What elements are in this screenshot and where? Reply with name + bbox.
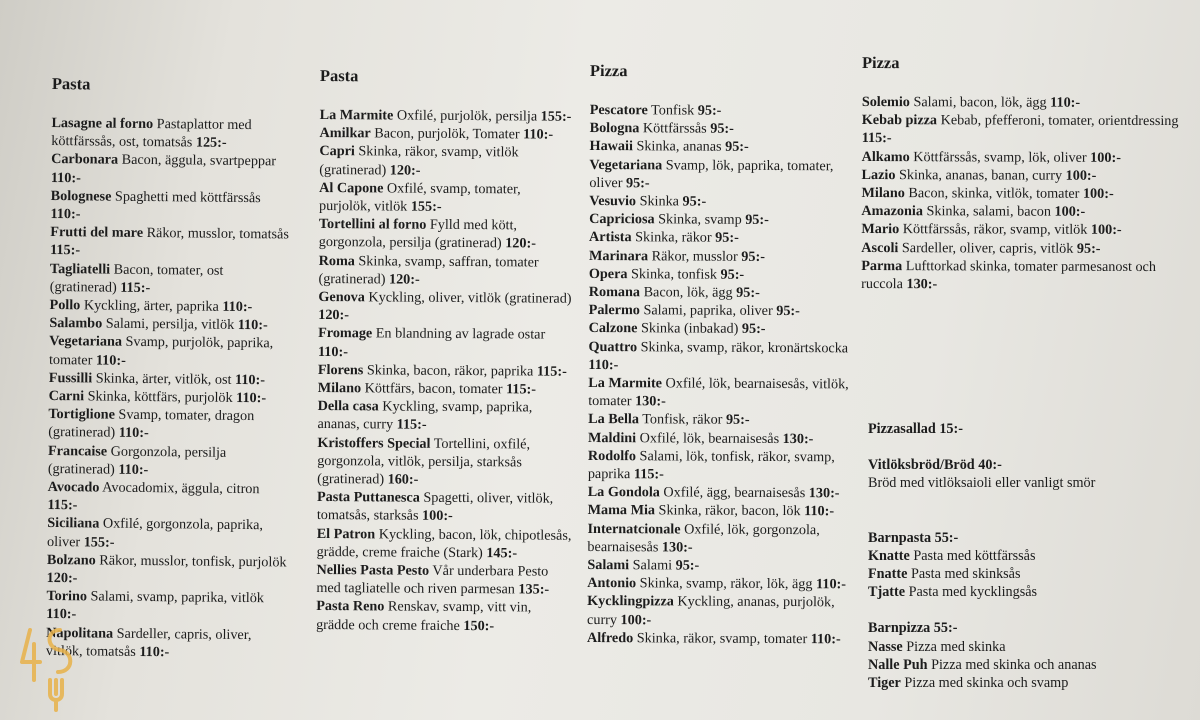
menu-item-description: Köttfärssås, räkor, svamp, vitlök: [899, 221, 1091, 239]
menu-item-name: Avocado: [47, 479, 100, 496]
menu-item-price: 130:-: [635, 393, 666, 410]
menu-item-name: Roma: [318, 252, 355, 269]
menu-item-description: Avocadomix, äggula, citron: [99, 479, 260, 498]
menu-item-price: 120:-: [388, 271, 420, 288]
menu-item-name: Hawaii: [589, 138, 633, 155]
menu-item-description: Skinka, ärter, vitlök, ost: [92, 370, 236, 388]
menu-item-price: 115:-: [120, 279, 151, 296]
menu-item: [47, 551, 287, 590]
menu-item: [587, 629, 852, 649]
menu-item-name: Vegetariana: [589, 156, 663, 173]
menu-item: [861, 220, 1181, 239]
menu-item-description: Kyckling, svamp, paprika, ananas, curry: [317, 398, 533, 433]
menu-item: [588, 410, 853, 430]
menu-item-price: 95:-: [715, 230, 739, 247]
menu-item-description: Oxfilé, ägg, bearnaisesås: [659, 484, 809, 502]
menu-item-description: Renskav, svamp, vitt vin, grädde och creme fraiche: [316, 598, 532, 634]
menu-item-description: Salami, bacon, lök, ägg: [909, 94, 1051, 111]
barnpasta-item: [868, 583, 1188, 601]
menu-item-price: 100:-: [1090, 149, 1121, 166]
menu-item: [588, 447, 853, 485]
menu-item-price: 95:-: [725, 412, 750, 429]
menu-item: [317, 525, 572, 563]
menu-item-name: Ascoli: [861, 239, 899, 256]
pizzasallad-line: Pizzasallad 15:-: [868, 421, 963, 437]
menu-item-name: Florens: [317, 361, 364, 379]
section-title-pizza: Pizza: [589, 61, 628, 81]
menu-item: [317, 397, 572, 435]
menu-item-price: 95:-: [736, 284, 760, 301]
menu-item-name: Frutti del mare: [50, 224, 144, 242]
menu-item: [587, 592, 852, 630]
menu-item-name: Genova: [318, 289, 365, 306]
barnpasta-heading: Barnpasta 55:-: [868, 529, 959, 546]
menu-item: [589, 210, 854, 230]
menu-item-price: 155:-: [410, 198, 442, 215]
menu-item-price: 155:-: [83, 534, 115, 551]
menu-item: [317, 434, 572, 490]
menu-item: [862, 148, 1182, 167]
menu-item-price: 95:-: [675, 557, 700, 574]
menu-item-price: 125:-: [195, 134, 227, 152]
menu-item-price: 110:-: [50, 206, 81, 223]
menu-item: [590, 137, 855, 157]
menu-item-description: Köttfärs, bacon, tomater: [361, 380, 507, 398]
menu-item-description: En blandning av lagrade ostar: [372, 325, 546, 344]
menu-item: [589, 247, 854, 267]
menu-item-price: 110:-: [523, 126, 554, 143]
menu-item-price: 115:-: [47, 497, 78, 514]
menu-item-name: Torino: [46, 588, 88, 605]
menu-item-price: 120:-: [505, 235, 537, 252]
menu-item-price: 115:-: [536, 363, 567, 380]
menu-item-name: Marinara: [588, 247, 649, 264]
menu-item-description: Bacon, purjolök, Tomater: [370, 125, 524, 143]
menu-item: [589, 265, 854, 285]
menu-item: [46, 587, 286, 626]
menu-item-description: Bacon, skinka, vitlök, tomater: [904, 185, 1084, 202]
menu-item-name: La Marmite: [588, 375, 663, 392]
menu-item: [319, 215, 574, 253]
menu-item-price: 95:-: [720, 266, 745, 283]
menu-item-description: Salami, svamp, paprika, vitlök: [86, 588, 265, 607]
barnpizza-item: [868, 674, 1188, 692]
menu-item-description: Svamp, lök, paprika, tomater, oliver: [589, 156, 834, 192]
menu-item-name: La Marmite: [319, 106, 394, 124]
menu-item-description: Köttfärssås: [639, 120, 711, 137]
menu-item-description: Kyckling, ärter, paprika: [80, 297, 223, 315]
menu-item-name: Kristoffers Special: [317, 434, 431, 452]
menu-items-list: [316, 106, 575, 636]
menu-item-price: 95:-: [682, 193, 707, 210]
menu-item-price: 110:-: [234, 371, 266, 389]
menu-item-description: Tortellini, oxfilé, gorgonzola, vitlök, persilja, starksås (gratinerad): [317, 435, 531, 488]
menu-item-price: 100:-: [1065, 167, 1097, 184]
menu-item-name: Opera: [588, 265, 628, 283]
menu-item: [318, 324, 573, 362]
menu-item-description: Oxfilé, lök, bearnaisesås, vitlök, tomater: [588, 375, 849, 410]
menu-item-price: 135:-: [518, 581, 550, 598]
kids-item-name: Tjatte: [868, 584, 906, 601]
menu-item-description: Salami, paprika, oliver: [639, 302, 777, 320]
menu-item-price: 115:-: [633, 466, 664, 483]
menu-item-description: Kyckling, bacon, lök, chipotlesås, grädde, creme fraiche (Stark): [316, 526, 572, 562]
menu-item-description: Bacon, lök, ägg: [639, 284, 737, 301]
section-title-pizza: Pizza: [861, 53, 900, 73]
menu-item-price: 110:-: [118, 461, 149, 478]
menu-item: [316, 597, 571, 635]
menu-item-description: Salami, persilja, vitlök: [102, 315, 238, 334]
menu-item-name: Carbonara: [51, 151, 119, 169]
menu-item-name: Calzone: [588, 320, 638, 337]
menu-item: [48, 442, 288, 481]
menu-item-name: Nellies Pasta Pesto: [316, 562, 430, 579]
kids-item-name: Knatte: [868, 547, 910, 564]
menu-item-price: 95:-: [776, 303, 800, 320]
menu-item-price: 120:-: [318, 307, 350, 324]
menu-item-name: Artista: [589, 229, 632, 246]
menu-item: [318, 252, 573, 290]
menu-item-price: 150:-: [463, 617, 495, 634]
menu-item: [316, 561, 571, 599]
menu-item-description: Skinka, räkor, bacon, lök: [654, 502, 805, 520]
menu-item-description: Skinka: [636, 193, 683, 210]
menu-item-description: Skinka, svamp, räkor, kronärtskocka: [637, 338, 849, 356]
menu-item-description: Skinka (inbakad): [637, 320, 742, 338]
menu-item: [318, 379, 573, 399]
menu-item-price: 95:-: [697, 102, 722, 119]
menu-item-description: Kyckling, ananas, purjolök, curry: [587, 593, 835, 628]
menu-item: [861, 202, 1181, 221]
menu-item-description: Räkor, musslor, tomatsås: [142, 225, 289, 243]
menu-item-description: Salami: [629, 557, 676, 574]
menu-item-name: Vegetariana: [49, 333, 123, 351]
menu-item: [589, 319, 854, 339]
menu-item-description: Lufttorkad skinka, tomater parmesanost och ruccola: [861, 257, 1157, 293]
menu-item-price: 110:-: [222, 298, 253, 316]
menu-item-description: Oxfilé, svamp, tomater, purjolök, vitlök: [318, 180, 521, 215]
menu-items-list: [587, 101, 855, 648]
menu-item-price: 95:-: [741, 248, 766, 265]
menu-item: [587, 520, 852, 558]
menu-item: [589, 192, 854, 212]
menu-item: [588, 501, 853, 521]
kids-item-name: Nasse: [868, 638, 903, 655]
menu-item: [319, 179, 574, 217]
menu-item-name: Siciliana: [47, 515, 100, 532]
barnpizza-item: [868, 656, 1188, 674]
menu-item: [588, 338, 853, 376]
menu-column-pizza-1: [587, 61, 855, 648]
menu-column-pizza-2: [861, 53, 1182, 294]
menu-item: [51, 150, 291, 189]
menu-item: [590, 101, 855, 121]
menu-item-name: Della casa: [317, 398, 379, 415]
vitloksbrod-heading: Vitlöksbröd/Bröd 40:-: [868, 457, 1002, 474]
menu-item-name: Pescatore: [589, 101, 648, 119]
menu-item-description: Oxfilé, gorgonzola, paprika, oliver: [47, 515, 264, 551]
menu-item-description: Köttfärssås, svamp, lök, oliver: [909, 148, 1091, 166]
menu-item: [47, 478, 287, 517]
menu-item-name: Mama Mia: [587, 502, 656, 519]
menu-item-price: 100:-: [422, 508, 453, 525]
menu-item-price: 95:-: [625, 175, 650, 192]
menu-item-name: Fussilli: [48, 369, 93, 387]
menu-item-price: 120:-: [389, 162, 421, 179]
menu-item-price: 115:-: [396, 416, 427, 434]
menu-item-name: Amazonia: [861, 203, 923, 220]
menu-item-description: Skinka, svamp, saffran, tomater (gratinerad): [318, 252, 539, 288]
menu-item-name: Parma: [861, 257, 903, 274]
menu-item: [861, 239, 1181, 258]
menu-item: [861, 257, 1181, 295]
menu-item-price: 145:-: [486, 545, 518, 562]
menu-item: [320, 106, 575, 126]
menu-item-price: 110:-: [317, 343, 349, 360]
fork-knife-logo-icon: [16, 622, 86, 712]
barnpizza-item: [868, 638, 1188, 656]
kids-item-name: Nalle Puh: [868, 656, 928, 673]
menu-item-description: Gorgonzola, persilja (gratinerad): [47, 443, 227, 478]
menu-item-name: Tortiglione: [48, 406, 116, 423]
menu-item-name: Bologna: [589, 120, 640, 137]
barnpasta-item: [868, 565, 1188, 583]
extras-block: [868, 420, 1188, 692]
menu-item-price: 100:-: [1090, 222, 1122, 239]
menu-item-name: Salami: [587, 557, 630, 574]
menu-item-description: Skinka, bacon, räkor, paprika: [363, 362, 537, 380]
menu-item-name: Alfredo: [586, 629, 634, 647]
menu-item-name: Pasta Reno: [316, 598, 385, 615]
menu-item: [317, 488, 572, 526]
menu-item-price: 110:-: [804, 503, 835, 520]
menu-item-name: Tortellini al forno: [318, 216, 427, 233]
menu-item-name: Carni: [48, 388, 85, 405]
menu-column-pasta-1: [46, 74, 292, 663]
menu-item: [319, 124, 574, 144]
vitloksbrod-description: Bröd med vitlöksaioli eller vanligt smör: [868, 475, 1096, 492]
menu-item-description: Oxfilé, purjolök, persilja: [393, 107, 541, 125]
menu-item: [588, 483, 853, 503]
menu-item-name: La Bella: [588, 411, 640, 428]
menu-item-price: 110:-: [139, 643, 170, 661]
kids-item-description: Pizza med skinka och svamp: [900, 675, 1069, 692]
menu-item-description: Sardeller, oliver, capris, vitlök: [898, 239, 1077, 257]
menu-item-price: 110:-: [95, 352, 126, 369]
menu-item-price: 115:-: [50, 242, 81, 259]
menu-item-name: Capri: [319, 143, 355, 160]
menu-item-description: Skinka, tonfisk: [627, 266, 721, 283]
kids-item-description: Pizza med skinka och ananas: [927, 656, 1097, 673]
menu-item-description: Vår underbara Pesto med tagliatelle och riven parmesan: [316, 562, 549, 598]
menu-item-price: 130:-: [661, 539, 693, 556]
menu-item: [862, 166, 1182, 185]
menu-item-price: 110:-: [816, 576, 847, 593]
menu-item-price: 130:-: [808, 485, 840, 502]
menu-item-description: Tonfisk: [647, 102, 698, 119]
menu-item-name: La Gondola: [587, 484, 660, 501]
menu-item: [587, 556, 852, 576]
menu-item-price: 160:-: [387, 471, 419, 488]
menu-item-name: Bolognese: [50, 187, 112, 205]
menu-item: [589, 228, 854, 248]
menu-item-description: Skinka, salami, bacon: [922, 203, 1055, 220]
menu-item-description: Skinka, räkor, svamp, tomater: [633, 630, 811, 648]
menu-item-name: Maldini: [587, 429, 637, 446]
menu-item-description: Salami, lök, tonfisk, räkor, svamp, paprika: [587, 448, 835, 483]
menu-item-description: Svamp, purjolök, paprika, tomater: [48, 334, 274, 369]
menu-item: [50, 223, 290, 262]
menu-item-description: Bacon, äggula, svartpeppar: [118, 152, 277, 170]
menu-item: [50, 260, 290, 299]
menu-item-name: Fromage: [318, 325, 373, 342]
menu-item-name: Vesuvio: [589, 193, 637, 210]
menu-item-name: Lazio: [861, 166, 896, 183]
menu-item: [319, 142, 574, 180]
kids-item-description: Pizza med skinka: [902, 638, 1006, 655]
menu-item-name: Rodolfo: [587, 447, 637, 465]
menu-item-name: Lasagne al forno: [51, 114, 154, 133]
menu-item-description: Skinka, ananas, banan, curry: [895, 166, 1066, 184]
menu-item-name: Napolitana: [46, 624, 114, 642]
menu-item-price: 110:-: [50, 169, 81, 186]
menu-item-name: Solemio: [861, 93, 910, 111]
menu-item-price: 95:-: [741, 321, 766, 338]
barnpizza-heading: Barnpizza 55:-: [868, 620, 958, 637]
menu-item-description: Oxfilé, lök, bearnaisesås: [636, 429, 783, 447]
menu-item-price: 110:-: [46, 606, 77, 623]
menu-item-name: Pasta Puttanesca: [316, 489, 420, 506]
menu-item-name: Milano: [861, 185, 905, 202]
menu-item: [590, 119, 855, 139]
menu-item-description: Fylld med kött, gorgonzola, persilja (gratinerad): [318, 216, 518, 252]
menu-item: [589, 156, 854, 194]
menu-item: [588, 374, 853, 412]
menu-item-name: Internatcionale: [587, 520, 681, 538]
menu-item-description: Räkor, musslor, tonfisk, purjolök: [95, 552, 287, 571]
menu-item: [318, 288, 573, 326]
kids-item-name: Tiger: [868, 675, 901, 692]
menu-item-name: El Patron: [316, 525, 376, 543]
menu-item-description: Skinka, svamp: [654, 211, 746, 229]
section-title-pasta: Pasta: [319, 66, 359, 86]
menu-item-description: Oxfilé, lök, gorgonzola, bearnaisesås: [587, 521, 820, 556]
menu-item-price: 100:-: [620, 611, 652, 629]
menu-item-description: Skinka, köttfärs, purjolök: [84, 388, 237, 406]
menu-item-price: 110:-: [118, 425, 149, 442]
kids-item-name: Fnatte: [868, 566, 908, 583]
menu-item: [862, 93, 1182, 112]
menu-item: [861, 184, 1181, 203]
menu-item-description: Tonfisk, räkor: [638, 411, 727, 429]
menu-item-price: 130:-: [782, 430, 814, 447]
menu-item-price: 95:-: [710, 120, 734, 137]
menu-item: [48, 405, 288, 444]
menu-item: [49, 332, 289, 371]
menu-item: [318, 361, 573, 381]
menu-item-description: Pastaplattor med köttfärssås, ost, tomatsås: [51, 116, 252, 151]
menu-item-name: Pollo: [49, 297, 81, 314]
menu-item: [47, 514, 287, 553]
watermark-logo-graphic: [16, 622, 86, 712]
menu-item-name: Antonio: [587, 575, 637, 592]
menu-item: [50, 187, 290, 226]
menu-item-description: Skinka, svamp, räkor, lök, ägg: [636, 575, 817, 593]
menu-item-description: Spagetti, oliver, vitlök, tomatsås, starksås: [316, 489, 554, 525]
menu-item-name: Milano: [317, 380, 362, 397]
kids-item-description: Pasta med köttfärssås: [909, 547, 1036, 564]
menu-item-name: Bolzano: [46, 551, 96, 569]
menu-item-price: 100:-: [1082, 185, 1114, 202]
menu-item-description: Skinka, räkor: [631, 229, 716, 247]
menu-item-description: Skinka, ananas: [632, 138, 726, 156]
menu-item: [588, 429, 853, 449]
kids-item-description: Pasta med kycklingsås: [905, 584, 1038, 601]
menu-item-name: Amilkar: [319, 125, 371, 142]
menu-item-price: 110:-: [237, 317, 268, 334]
menu-item-price: 95:-: [725, 139, 749, 156]
barnpasta-item: [868, 547, 1188, 565]
barnpasta-list: [868, 547, 1188, 602]
menu-item: [589, 283, 854, 303]
menu-item-price: 155:-: [540, 108, 572, 125]
menu-item-name: Francaise: [47, 442, 108, 460]
menu-item-price: 120:-: [46, 570, 78, 587]
menu-item-name: Palermo: [588, 302, 640, 319]
menu-items-list: [46, 114, 292, 663]
menu-item-price: 100:-: [1054, 203, 1086, 220]
menu-item-price: 110:-: [588, 356, 619, 373]
menu-item-description: Spaghetti med köttfärssås: [111, 188, 261, 207]
menu-item-name: Salambo: [49, 315, 103, 332]
menu-item-price: 110:-: [810, 631, 841, 648]
menu-item: [587, 574, 852, 594]
menu-item-price: 95:-: [745, 212, 769, 229]
menu-item-description: Kebab, pfefferoni, tomater, orientdressing: [937, 112, 1179, 130]
menu-item-name: Mario: [861, 221, 900, 238]
menu-item-price: 115:-: [861, 130, 892, 147]
menu-item-price: 110:-: [1050, 94, 1081, 111]
menu-item-name: Quattro: [588, 338, 638, 355]
menu-item: [589, 301, 854, 321]
menu-item-price: 110:-: [236, 389, 267, 407]
menu-item-description: Bacon, tomater, ost (gratinerad): [49, 261, 224, 296]
menu-item-name: Kycklingpizza: [587, 593, 674, 610]
menu-item-name: Al Capone: [319, 179, 384, 197]
menu-item: [862, 111, 1182, 149]
menu-column-pasta-2: [316, 66, 575, 636]
menu-item-price: 115:-: [506, 381, 537, 398]
kids-item-description: Pasta med skinksås: [907, 566, 1021, 583]
menu-items-list: [861, 93, 1182, 294]
barnpizza-list: [868, 638, 1188, 693]
menu-item-description: Skinka, räkor, svamp, vitlök (gratinerad): [319, 143, 519, 179]
menu-item-price: 130:-: [906, 276, 938, 293]
menu-item-description: Sardeller, capris, oliver, vitlök, tomatsås: [45, 625, 252, 660]
menu-item-price: 95:-: [1076, 240, 1101, 257]
menu-item-name: Kebab pizza: [861, 112, 938, 129]
menu-item-description: Svamp, tomater, dragon (gratinerad): [48, 406, 255, 442]
menu-item-name: Capriciosa: [589, 211, 655, 228]
menu-item-description: Räkor, musslor: [648, 247, 742, 265]
menu-item-name: Tagliatelli: [49, 260, 111, 278]
menu-item-name: Alkamo: [861, 148, 910, 165]
menu-item: [51, 114, 291, 153]
menu-item-description: Kyckling, oliver, vitlök (gratinerad): [364, 289, 572, 307]
menu-item-name: Romana: [588, 284, 641, 301]
section-title-pasta: Pasta: [51, 74, 91, 94]
